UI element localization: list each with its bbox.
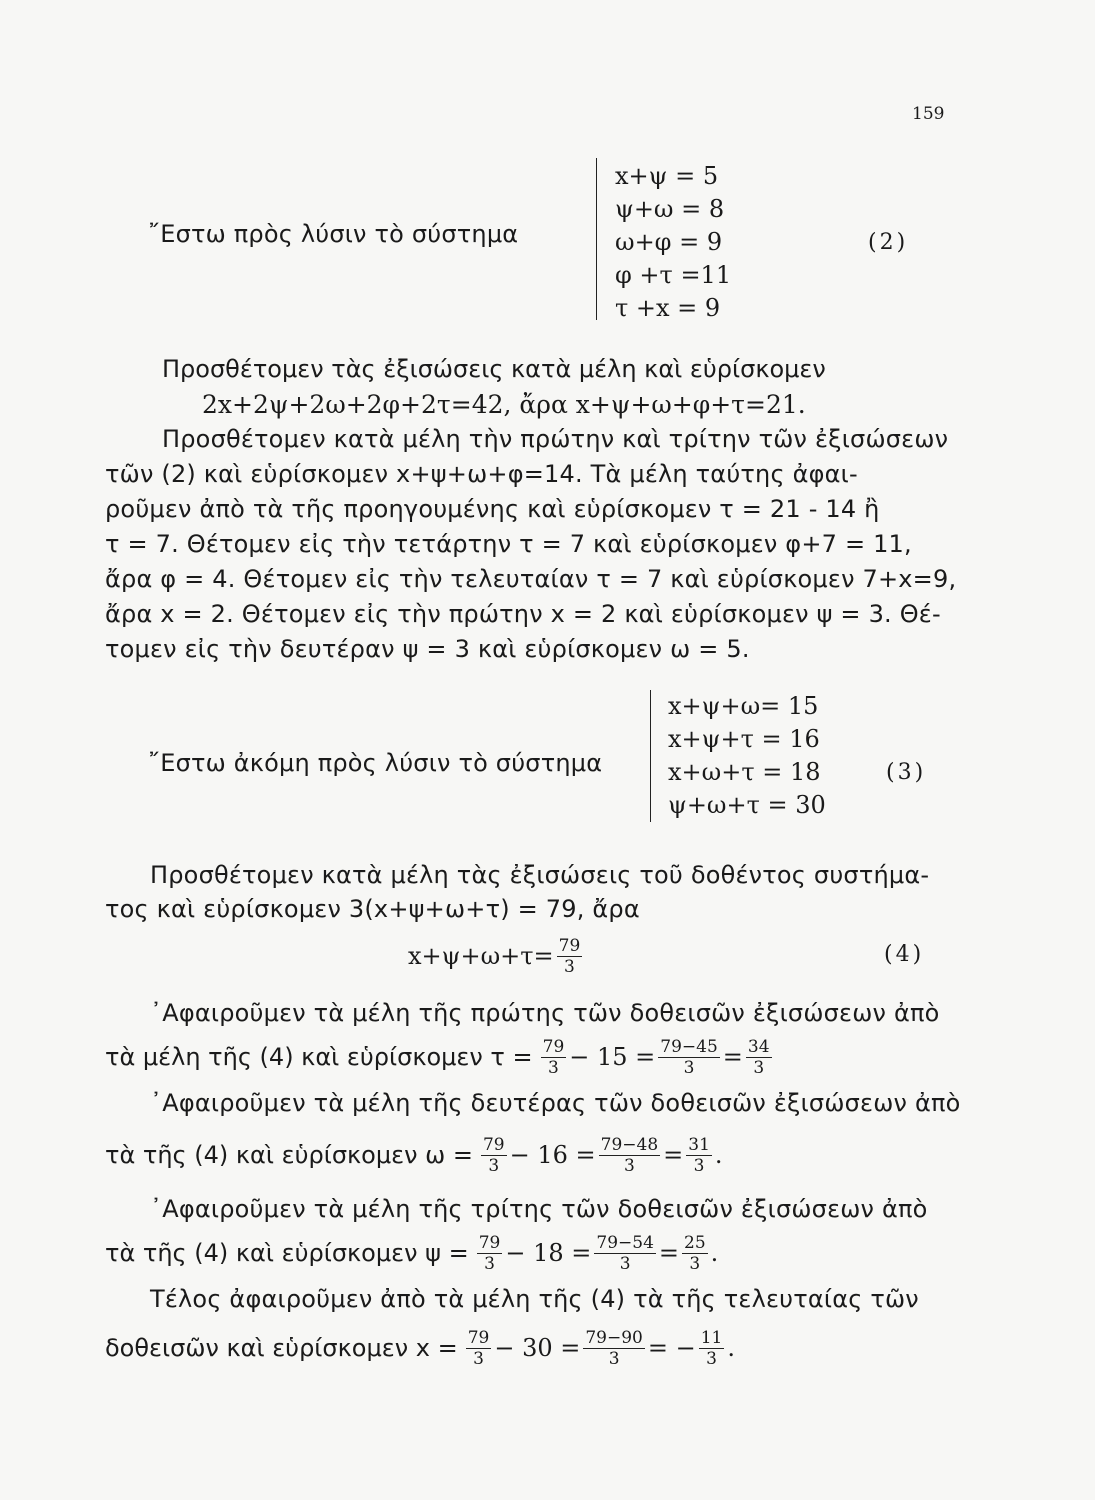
step-x-f1n: 79 (467, 1327, 490, 1348)
step-psi-text: ᾿Αφαιροῦμεν τὰ μέλη τῆς τρίτης τῶν δοθεισῶν ἐξισώσεων ἀπὸ (150, 1195, 928, 1223)
step-omega-f2d: 3 (623, 1155, 635, 1176)
step-psi-f1n: 79 (478, 1232, 501, 1253)
step-x-f1d: 3 (473, 1348, 484, 1369)
step-omega-lead: τὰ τῆς (4) καὶ εὑρίσκομεν ω = (105, 1141, 473, 1169)
para1-line-2: 2x+2ψ+2ω+2φ+2τ=42, ἄρα x+ψ+ω+φ+τ=21. (202, 390, 806, 419)
step-tau-f3n: 34 (747, 1036, 770, 1057)
para1-line-1: Προσθέτομεν τὰς ἐξισώσεις κατὰ μέλη καὶ εὑρίσκομεν (162, 355, 826, 383)
system3-equations (668, 690, 826, 822)
step-tau-f3d: 3 (753, 1057, 765, 1078)
page-number: 159 (912, 104, 945, 124)
step-x-frac2 (583, 1329, 645, 1368)
system3-eq-1: x+ψ+ω= 15 (668, 692, 819, 720)
step-omega-text: ᾿Αφαιροῦμεν τὰ μέλη τῆς δευτέρας τῶν δοθεισῶν ἐξισώσεων ἀπὸ (150, 1089, 961, 1117)
para1-line-7: ἄρα φ = 4. Θέτομεν εἰς τὴν τελευταίαν τ = 7 καὶ εὑρίσκομεν 7+x=9, (105, 565, 957, 593)
step-omega-f2n: 79−48 (600, 1134, 659, 1155)
step-tau-mid: − 15 = (569, 1043, 656, 1071)
system2-intro: ῎Εστω πρὸς λύσιν τὸ σύστημα (148, 220, 519, 248)
step-psi-eq: = (658, 1239, 679, 1267)
eq4-label: (4) (884, 942, 925, 967)
step-omega-mid: − 16 = (509, 1141, 596, 1169)
system2-eq-4: φ +τ =11 (615, 261, 732, 289)
step-tau-f2n: 79−45 (660, 1036, 718, 1057)
step-tau-f1n: 79 (542, 1036, 565, 1057)
step-x-f3n: 11 (700, 1327, 723, 1348)
step-omega-f3n: 31 (688, 1134, 710, 1155)
step-omega-f1n: 79 (482, 1134, 505, 1155)
system3-eq-2: x+ψ+τ = 16 (668, 725, 820, 753)
system2-eq-1: x+ψ = 5 (615, 162, 719, 190)
step-psi-formula (105, 1225, 718, 1281)
system3-eq-4: ψ+ω+τ = 30 (668, 791, 826, 819)
step-x-f2n: 79−90 (585, 1327, 643, 1348)
step-tau-frac1 (541, 1038, 567, 1077)
step-x-frac3 (699, 1329, 725, 1368)
para2-line-1: Προσθέτομεν κατὰ μέλη τὰς ἐξισώσεις τοῦ δοθέντος συστήμα- (150, 861, 930, 889)
para1-line-4: τῶν (2) καὶ εὑρίσκομεν x+ψ+ω+φ=14. Τὰ μέλη ταύτης ἀφαι- (105, 460, 858, 488)
step-x-formula (105, 1320, 735, 1376)
step-tau-eq: = (722, 1043, 743, 1071)
step-tau-formula (105, 1029, 775, 1085)
system3-intro: ῎Εστω ἀκόμη πρὸς λύσιν τὸ σύστημα (148, 749, 603, 777)
step-tau-frac3 (746, 1038, 772, 1077)
step-psi-f1d: 3 (484, 1253, 495, 1274)
step-omega-frac2 (599, 1136, 661, 1175)
step-psi-f2d: 3 (619, 1253, 631, 1274)
system2-eq-5: τ +x = 9 (615, 294, 721, 322)
system3-brace (650, 690, 651, 822)
step-x-frac1 (466, 1329, 492, 1368)
step-psi-f3n: 25 (684, 1232, 706, 1253)
para2-line-2: τος καὶ εὑρίσκομεν 3(x+ψ+ω+τ) = 79, ἄρα (105, 895, 640, 923)
step-psi-frac1 (477, 1234, 503, 1273)
step-tau-f1d: 3 (548, 1057, 559, 1078)
step-psi-end: . (710, 1239, 719, 1267)
step-omega-f3d: 3 (693, 1155, 705, 1176)
step-omega-end: . (714, 1141, 723, 1169)
step-omega-f1d: 3 (488, 1155, 500, 1176)
step-tau-f2d: 3 (683, 1057, 695, 1078)
step-omega-eq: = (663, 1141, 684, 1169)
para1-line-6: τ = 7. Θέτομεν εἰς τὴν τετάρτην τ = 7 καὶ εὑρίσκομεν φ+7 = 11, (105, 530, 912, 558)
system2-brace (596, 158, 597, 320)
step-omega-frac1 (481, 1136, 507, 1175)
system2-eq-3: ω+φ = 9 (615, 228, 723, 256)
step-x-lead: δοθεισῶν καὶ εὑρίσκομεν x = (105, 1334, 458, 1362)
para1-line-3: Προσθέτομεν κατὰ μέλη τὴν πρώτην καὶ τρίτην τῶν ἐξισώσεων (162, 425, 949, 453)
eq4-num: 79 (558, 935, 581, 956)
equation-4 (408, 928, 585, 984)
system3-label: (3) (886, 760, 927, 785)
step-omega-frac3 (686, 1136, 712, 1175)
step-x-f3d: 3 (706, 1348, 717, 1369)
step-psi-mid: − 18 = (505, 1239, 592, 1267)
system2-label: (2) (868, 230, 909, 255)
para1-line-5: ροῦμεν ἀπὸ τὰ τῆς προηγουμένης καὶ εὑρίσκομεν τ = 21 - 14 ἢ (105, 495, 880, 523)
step-x-f2d: 3 (608, 1348, 620, 1369)
step-x-end: . (727, 1334, 735, 1362)
step-x-mid: − 30 = (494, 1334, 581, 1362)
step-x-eq: = − (647, 1334, 696, 1362)
system2-equations (615, 160, 731, 325)
step-x-text: Τέλος ἀφαιροῦμεν ἀπὸ τὰ μέλη τῆς (4) τὰ τῆς τελευταίας τῶν (150, 1285, 919, 1313)
para1-line-8: ἄρα x = 2. Θέτομεν εἰς τὴν πρώτην x = 2 καὶ εὑρίσκομεν ψ = 3. Θέ- (105, 600, 941, 628)
step-psi-f2n: 79−54 (596, 1232, 654, 1253)
step-omega-formula (105, 1127, 723, 1183)
step-tau-lead: τὰ μέλη τῆς (4) καὶ εὑρίσκομεν τ = (105, 1043, 533, 1071)
step-psi-frac3 (682, 1234, 708, 1273)
para1-line-9: τομεν εἰς τὴν δευτέραν ψ = 3 καὶ εὑρίσκομεν ω = 5. (105, 635, 750, 663)
step-psi-f3d: 3 (689, 1253, 701, 1274)
step-tau-text: ᾿Αφαιροῦμεν τὰ μέλη τῆς πρώτης τῶν δοθεισῶν ἐξισώσεων ἀπὸ (150, 999, 940, 1027)
step-psi-lead: τὰ τῆς (4) καὶ εὑρίσκομεν ψ = (105, 1239, 469, 1267)
eq4-den: 3 (564, 956, 575, 977)
eq4-fraction (557, 937, 583, 976)
step-psi-frac2 (594, 1234, 656, 1273)
system3-eq-3: x+ω+τ = 18 (668, 758, 821, 786)
step-tau-frac2 (658, 1038, 720, 1077)
system2-eq-2: ψ+ω = 8 (615, 195, 725, 223)
eq4-lhs: x+ψ+ω+τ= (408, 942, 554, 970)
